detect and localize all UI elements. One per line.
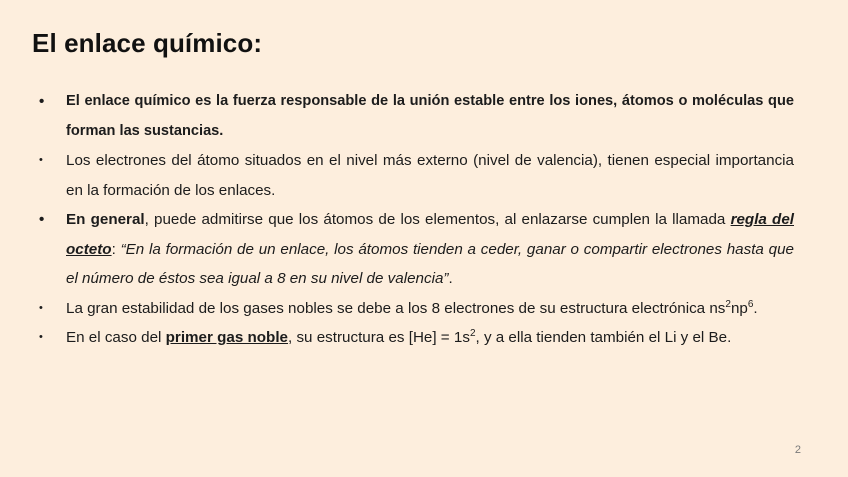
bullet-text-end: , y a ella tienden también el Li y el Be. xyxy=(475,329,732,346)
bullet-item xyxy=(36,87,794,146)
page-number: 2 xyxy=(794,444,801,456)
formula-np: np xyxy=(730,299,748,317)
bullet-text: , puede admitirse que los átomos de los elementos, al enlazarse cumplen la llamada xyxy=(144,211,731,228)
bullet-item xyxy=(36,205,794,294)
bullet-text: Los electrones del átomo situados en el nivel más externo (nivel de valencia), tienen especial importancia en la formación de los enlaces. xyxy=(66,152,794,199)
bullet-dot: • xyxy=(39,93,45,110)
octet-rule-term: regla del octeto xyxy=(66,211,794,258)
formula-ns-superscript: 2 xyxy=(725,298,731,310)
bullet-text: En el caso del xyxy=(66,329,166,346)
bullet-period: . xyxy=(448,270,453,287)
bullet-text: La gran estabilidad de los gases nobles se debe a los 8 electrones de su estructura electrónica xyxy=(66,299,710,317)
bullet-item xyxy=(36,146,794,205)
slide-title: El enlace químico: xyxy=(32,28,263,58)
bullet-text: El enlace químico es la fuerza responsable de la unión estable entre los iones, átomos o moléculas que forman las sustancias. xyxy=(66,93,794,139)
bullet-dot: • xyxy=(39,211,45,228)
bullet-dot: • xyxy=(39,301,43,314)
bullet-item xyxy=(36,294,794,324)
bullet-item xyxy=(36,323,794,353)
bullet-lead-text: En general xyxy=(66,211,145,228)
bullet-list xyxy=(36,87,794,353)
formula-superscript: 2 xyxy=(469,328,476,339)
bullet-dot: • xyxy=(39,331,43,343)
octet-rule-quote: “En la formación de un enlace, los átomos tienden a ceder, ganar o compartir electrones hasta que el número de éstos sea igual a 8 en su nivel de valencia” xyxy=(66,240,794,287)
bullet-text-middle: , su estructura es [He] = 1s xyxy=(288,329,470,346)
bullet-dot: • xyxy=(39,154,43,166)
formula-ns: ns xyxy=(709,299,726,317)
bullet-colon: : xyxy=(111,240,121,258)
bullet-period: . xyxy=(753,299,758,317)
first-noble-gas-term: primer gas noble xyxy=(165,329,289,346)
formula-np-superscript: 6 xyxy=(747,298,754,310)
